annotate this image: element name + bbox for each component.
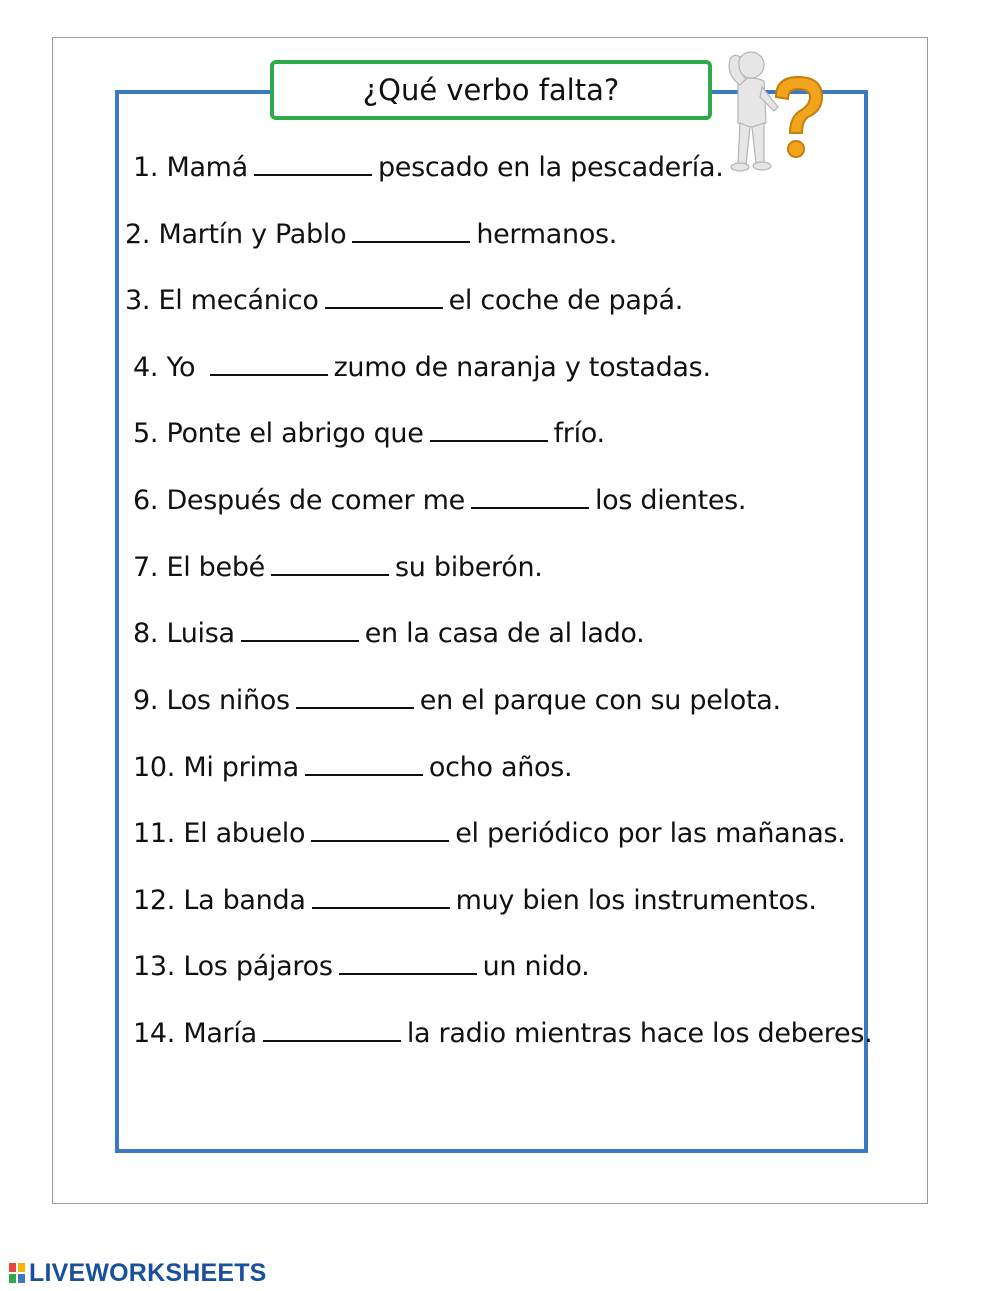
sentence-end: el coche de papá. — [448, 285, 683, 316]
sentence-start: 10. Mi prima — [133, 752, 299, 783]
worksheet-title-box — [270, 60, 712, 120]
liveworksheets-logo[interactable] — [8, 1258, 267, 1288]
sentence-start: 13. Los pájaros — [133, 951, 333, 982]
sentence-item — [133, 949, 589, 982]
sentence-item — [133, 483, 746, 516]
sentence-start: 6. Después de comer me — [133, 485, 465, 516]
sentence-start: 7. El bebé — [133, 552, 265, 583]
sentence-end: frío. — [553, 418, 605, 449]
answer-blank[interactable] — [263, 1016, 401, 1042]
answer-blank[interactable] — [305, 750, 423, 776]
answer-blank[interactable] — [430, 416, 548, 442]
sentence-end: muy bien los instrumentos. — [455, 885, 817, 916]
logo-text: LIVEWORKSHEETS — [29, 1258, 267, 1287]
sentence-start: 14. María — [133, 1018, 257, 1049]
sentence-start: 5. Ponte el abrigo que — [133, 418, 424, 449]
sentence-end: el periódico por las mañanas. — [455, 818, 846, 849]
sentence-item — [133, 816, 846, 849]
sentence-end: ocho años. — [428, 752, 573, 783]
sentence-end: un nido. — [482, 951, 590, 982]
sentence-item — [133, 750, 572, 783]
sentence-end: su biberón. — [395, 552, 543, 583]
sentence-item — [125, 217, 617, 250]
sentence-start: 4. Yo — [133, 352, 204, 383]
sentence-start: 12. La banda — [133, 885, 306, 916]
sentence-end: en la casa de al lado. — [364, 618, 645, 649]
sentence-item — [133, 550, 543, 583]
sentence-item — [133, 883, 817, 916]
sentence-start: 8. Luisa — [133, 618, 235, 649]
answer-blank[interactable] — [241, 616, 359, 642]
sentence-item — [133, 416, 605, 449]
answer-blank[interactable] — [311, 816, 449, 842]
sentence-start: 3. El mecánico — [125, 285, 319, 316]
sentence-end: pescado en la pescadería. — [377, 152, 724, 183]
answer-blank[interactable] — [312, 883, 450, 909]
sentence-end: la radio mientras hace los deberes. — [406, 1018, 873, 1049]
sentence-end: en el parque con su pelota. — [419, 685, 781, 716]
answer-blank[interactable] — [271, 550, 389, 576]
worksheet-title: ¿Qué verbo falta? — [362, 73, 620, 107]
answer-blank[interactable] — [254, 150, 372, 176]
answer-blank[interactable] — [352, 217, 470, 243]
sentence-start: 2. Martín y Pablo — [125, 219, 347, 250]
sentence-item — [133, 150, 724, 183]
answer-blank[interactable] — [325, 283, 443, 309]
answer-blank[interactable] — [471, 483, 589, 509]
answer-blank[interactable] — [296, 683, 414, 709]
sentence-start: 11. El abuelo — [133, 818, 306, 849]
sentence-item — [133, 350, 711, 383]
answer-blank[interactable] — [339, 949, 477, 975]
sentence-item — [133, 1016, 872, 1049]
sentence-end: zumo de naranja y tostadas. — [333, 352, 711, 383]
logo-squares-icon — [8, 1262, 26, 1284]
sentence-start: 1. Mamá — [133, 152, 248, 183]
sentence-start: 9. Los niños — [133, 685, 290, 716]
sentence-end: hermanos. — [476, 219, 618, 250]
sentence-end: los dientes. — [594, 485, 747, 516]
answer-blank[interactable] — [210, 350, 328, 376]
thinking-figure-question-mark-icon — [718, 45, 830, 177]
sentence-item — [125, 283, 683, 316]
sentence-item — [133, 616, 644, 649]
sentence-item — [133, 683, 781, 716]
